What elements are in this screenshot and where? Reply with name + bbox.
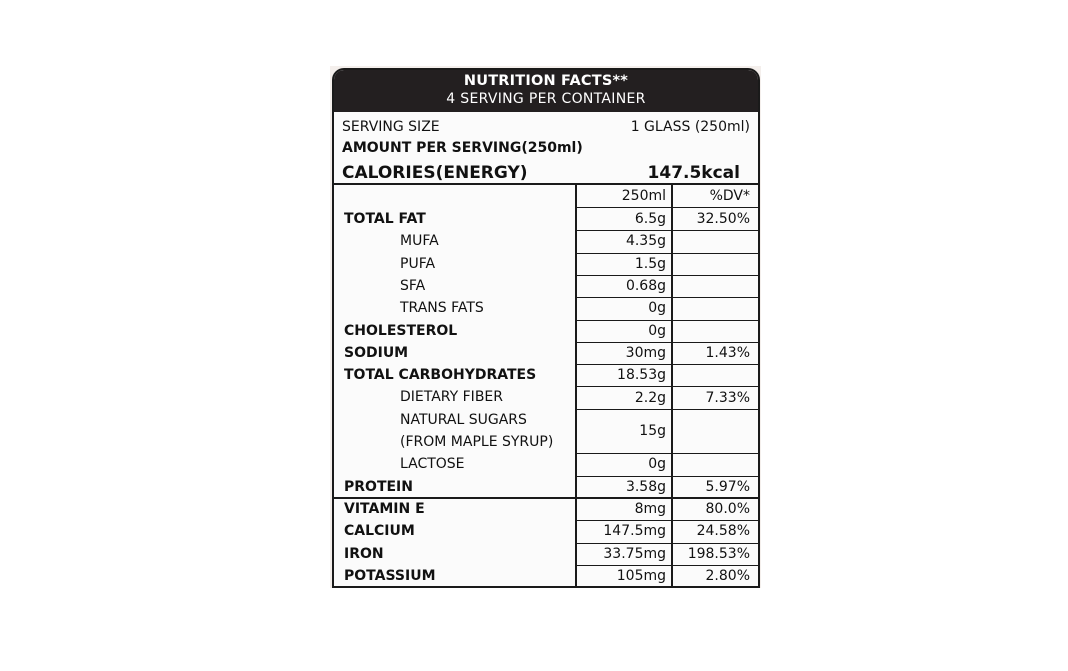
nutrient-dv: 24.58% — [696, 523, 750, 540]
nutrient-amount: 1.5g — [634, 255, 666, 272]
nutrient-name: SODIUM — [344, 344, 409, 361]
row-divider — [576, 364, 758, 365]
nutrient-amount: 2.2g — [634, 389, 666, 406]
row-divider — [576, 453, 758, 454]
row-divider — [334, 497, 758, 499]
nutrient-amount: 6.5g — [634, 211, 666, 228]
serving-size-label: SERVING SIZE — [342, 119, 440, 135]
nutrient-dv: 1.43% — [705, 344, 750, 361]
nutrient-amount: 18.53g — [617, 367, 666, 384]
row-divider — [576, 275, 758, 276]
nutrient-name: VITAMIN E — [344, 500, 425, 517]
label-title: NUTRITION FACTS** — [463, 73, 629, 89]
nutrition-facts-label — [332, 68, 760, 588]
row-divider — [576, 476, 758, 477]
nutrient-dv: 5.97% — [705, 478, 750, 495]
row-divider — [576, 386, 758, 387]
nutrient-amount: 30mg — [625, 344, 666, 361]
nutrient-amount: 15g — [639, 423, 666, 439]
nutrient-amount: 105mg — [616, 567, 666, 584]
column-divider-amount — [575, 185, 577, 586]
calories-value: 147.5kcal — [647, 163, 740, 183]
nutrient-name: DIETARY FIBER — [400, 389, 503, 406]
row-divider — [576, 230, 758, 231]
nutrient-dv: 32.50% — [696, 211, 750, 228]
nutrient-name: TOTAL FAT — [344, 211, 426, 227]
row-divider — [576, 520, 758, 521]
nutrient-name: POTASSIUM — [344, 567, 436, 584]
nutrient-name: SFA — [400, 277, 426, 294]
nutrient-dv: 198.53% — [687, 545, 750, 562]
row-divider — [576, 297, 758, 298]
row-divider — [576, 409, 758, 410]
calories-label: CALORIES(ENERGY) — [342, 163, 528, 183]
label-subtitle: 4 SERVING PER CONTAINER — [446, 91, 646, 107]
nutrient-name: MUFA — [400, 233, 439, 250]
row-divider — [576, 253, 758, 254]
nutrient-dv: 2.80% — [705, 567, 750, 584]
calories-divider — [334, 183, 758, 185]
column-divider-dv — [671, 185, 673, 586]
row-divider — [576, 565, 758, 566]
nutrient-name: CALCIUM — [344, 523, 415, 540]
column-header-dv: %DV* — [709, 188, 750, 204]
row-divider — [576, 320, 758, 321]
nutrient-name: NATURAL SUGARS — [400, 411, 527, 428]
nutrient-amount: 4.35g — [625, 233, 666, 250]
nutrient-name: TRANS FATS — [400, 300, 484, 317]
amount-per-serving-label: AMOUNT PER SERVING(250ml) — [342, 140, 583, 156]
nutrient-dv: 7.33% — [705, 389, 750, 406]
nutrient-name: LACTOSE — [400, 456, 465, 473]
nutrient-name: CHOLESTEROL — [344, 322, 458, 339]
nutrient-amount: 8mg — [634, 501, 666, 518]
nutrient-name: IRON — [344, 545, 384, 562]
nutrient-amount: 3.58g — [625, 478, 666, 495]
nutrient-amount: 0g — [648, 456, 666, 473]
nutrient-name: PROTEIN — [344, 478, 413, 495]
nutrient-amount: 0.68g — [625, 278, 666, 295]
nutrient-amount: 147.5mg — [603, 523, 666, 540]
label-header — [334, 70, 758, 112]
row-divider — [576, 543, 758, 544]
table-header-divider — [576, 207, 758, 208]
nutrient-amount: 33.75mg — [603, 545, 666, 562]
nutrient-amount: 0g — [648, 300, 666, 317]
nutrient-name-line2: (FROM MAPLE SYRUP) — [400, 434, 554, 450]
nutrient-name: TOTAL CARBOHYDRATES — [344, 367, 537, 384]
nutrient-name: PUFA — [400, 255, 436, 272]
nutrient-amount: 0g — [648, 322, 666, 339]
row-divider — [576, 342, 758, 343]
serving-size-value: 1 GLASS (250ml) — [630, 119, 750, 135]
column-header-amount: 250ml — [621, 188, 666, 204]
nutrient-dv: 80.0% — [705, 501, 750, 518]
